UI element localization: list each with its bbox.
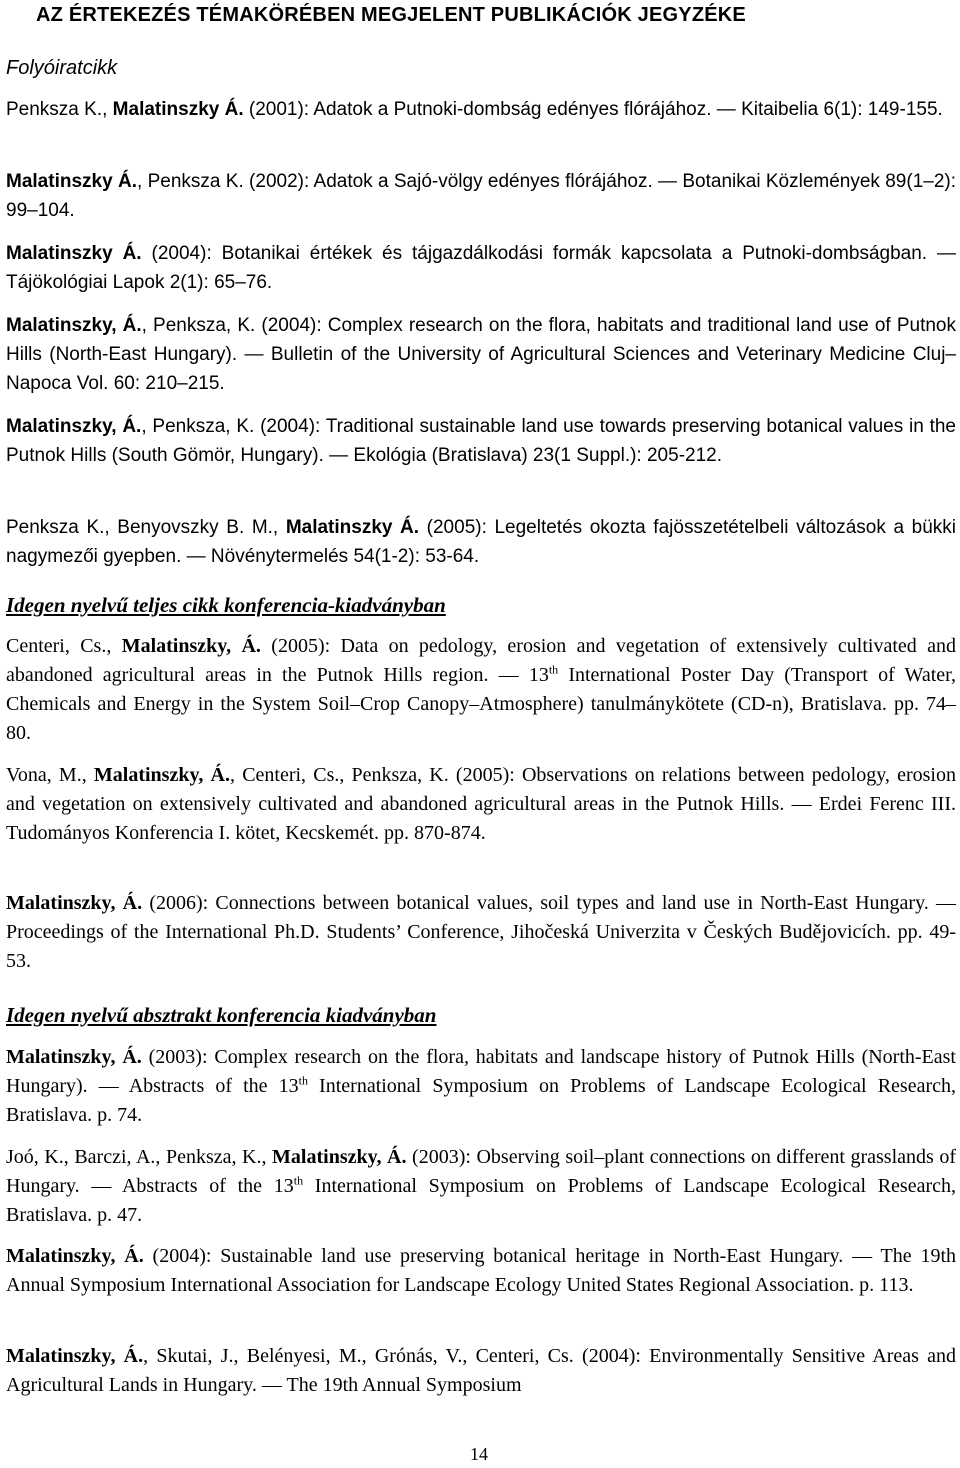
citation-text: (2006): Connections between botanical values, soil types and land use in North-East Hungary. — Proceedings of the International Ph.D. Students’ Conference, Jihočeská Univerzita v Českých Budějovicích. pp. 49-53.	[6, 892, 956, 972]
citation-text: (2004): Botanikai értékek és tájgazdálkodási formák kapcsolata a Putnoki-dombságban. — Tájökológiai Lapok 2(1): 65–76.	[6, 243, 956, 293]
author-highlight: Malatinszky, Á.	[93, 764, 230, 786]
citation-text: , Penksza, K. (2004): Complex research on the flora, habitats and traditional land use of Putnok Hills (North-East Hungary). — Bulletin of the University of Agricultural Sciences and Veterinary Medicine Cluj–Napoca Vol. 60: 210–215.	[6, 315, 956, 394]
author-highlight: Malatinszky, Á.	[6, 416, 142, 437]
citation-text: International Symposium on Problems of Landscape Ecological Research, Bratislava. p. 74.	[6, 1075, 956, 1126]
author-highlight: Malatinszky, Á.	[6, 892, 143, 914]
page-number: 14	[470, 1444, 488, 1464]
author-highlight: Malatinszky Á.	[6, 171, 137, 192]
authors: Vona, M.,	[6, 764, 94, 786]
authors: Penksza K.,	[6, 99, 113, 120]
citation-text: (2003): Complex research on the flora, habitats and landscape history of Putnok Hills (North-East Hungary). — Abstracts of the 13	[6, 1046, 956, 1097]
authors: Centeri, Cs.,	[6, 635, 122, 657]
publication-entry	[6, 1242, 956, 1300]
author-highlight: Malatinszky Á.	[112, 99, 244, 120]
citation-text: International Poster Day (Transport of Water, Chemicals and Energy in the System Soil–Crop Canopy–Atmosphere) tanulmánykötete (CD-n), Bratislava. pp. 74–80.	[6, 664, 957, 744]
author-highlight: Malatinszky, Á.	[6, 1345, 144, 1367]
author-highlight: Malatinszky Á.	[285, 517, 420, 538]
authors: Penksza K., Benyovszky B. M.,	[6, 517, 286, 538]
authors: Joó, K., Barczi, A., Penksza, K.,	[6, 1146, 273, 1168]
citation-text: (2005): Legeltetés okozta fajösszetételbeli változások a bükki nagymezői gyepben. — Növénytermelés 54(1-2): 53-64.	[6, 517, 956, 567]
publication-entry	[6, 1342, 956, 1400]
publication-entry	[6, 239, 956, 297]
author-highlight: Malatinszky, Á.	[6, 315, 142, 336]
author-highlight: Malatinszky, Á.	[121, 635, 261, 657]
section-heading-journals: Folyóiratcikk	[6, 57, 118, 79]
citation-text: , Centeri, Cs., Penksza, K. (2005): Observations on relations between pedology, erosion and vegetation on extensively cultivated and abandoned agricultural areas in the Putnok Hills. — Erdei Ferenc III. Tudományos Konferencia I. kötet, Kecskemét. pp. 870-874.	[6, 764, 956, 844]
publication-entry	[6, 412, 956, 470]
section-heading-conference-abstract: Idegen nyelvű absztrakt konferencia kiadványban	[6, 1003, 437, 1027]
citation-text: , Skutai, J., Belényesi, M., Grónás, V., Centeri, Cs. (2004): Environmentally Sensitive Areas and Agricultural Lands in Hungary. — The 19th Annual Symposium	[6, 1345, 956, 1396]
page-title: AZ ÉRTEKEZÉS TÉMAKÖRÉBEN MEGJELENT PUBLIKÁCIÓK JEGYZÉKE	[36, 4, 746, 26]
publication-entry	[6, 1143, 956, 1230]
publication-entry	[6, 1043, 956, 1130]
publication-entry	[6, 889, 956, 976]
publication-entry	[6, 95, 956, 124]
publication-entry	[6, 167, 956, 225]
citation-text: , Penksza K. (2002): Adatok a Sajó-völgy edényes flórájához. — Botanikai Közlemények 89(1–2): 99–104.	[6, 171, 957, 221]
citation-text: (2001): Adatok a Putnoki-dombság edényes flórájához. — Kitaibelia 6(1): 149-155.	[243, 99, 943, 120]
ordinal-suffix: th	[298, 1073, 308, 1088]
citation-text: (2004): Sustainable land use preserving botanical heritage in North-East Hungary. — The 19th Annual Symposium International Association for Landscape Ecology United States Regional Association. p. 113.	[6, 1245, 957, 1296]
citation-text: International Symposium on Problems of Landscape Ecological Research, Bratislava. p. 47.	[6, 1175, 956, 1226]
citation-text: (2005): Data on pedology, erosion and vegetation of extensively cultivated and abandoned agricultural areas in the Putnok Hills region. — 13	[6, 635, 956, 686]
author-highlight: Malatinszky, Á.	[6, 1245, 144, 1267]
author-highlight: Malatinszky, Á.	[6, 1046, 142, 1068]
publication-entry	[6, 632, 956, 748]
citation-text: , Penksza, K. (2004): Traditional sustainable land use towards preserving botanical values in the Putnok Hills (South Gömör, Hungary). — Ekológia (Bratislava) 23(1 Suppl.): 205-212.	[6, 416, 956, 466]
citation-text: (2003): Observing soil–plant connections on different grasslands of Hungary. — Abstracts of the 13	[6, 1146, 956, 1197]
ordinal-suffix: th	[548, 662, 559, 677]
author-highlight: Malatinszky, Á.	[272, 1146, 407, 1168]
publication-entry	[6, 513, 956, 571]
section-heading-conference-full: Idegen nyelvű teljes cikk konferencia-kiadványban	[6, 593, 446, 617]
publication-entry	[6, 311, 956, 398]
ordinal-suffix: th	[293, 1173, 304, 1188]
author-highlight: Malatinszky Á.	[6, 243, 142, 264]
publication-entry	[6, 761, 956, 848]
